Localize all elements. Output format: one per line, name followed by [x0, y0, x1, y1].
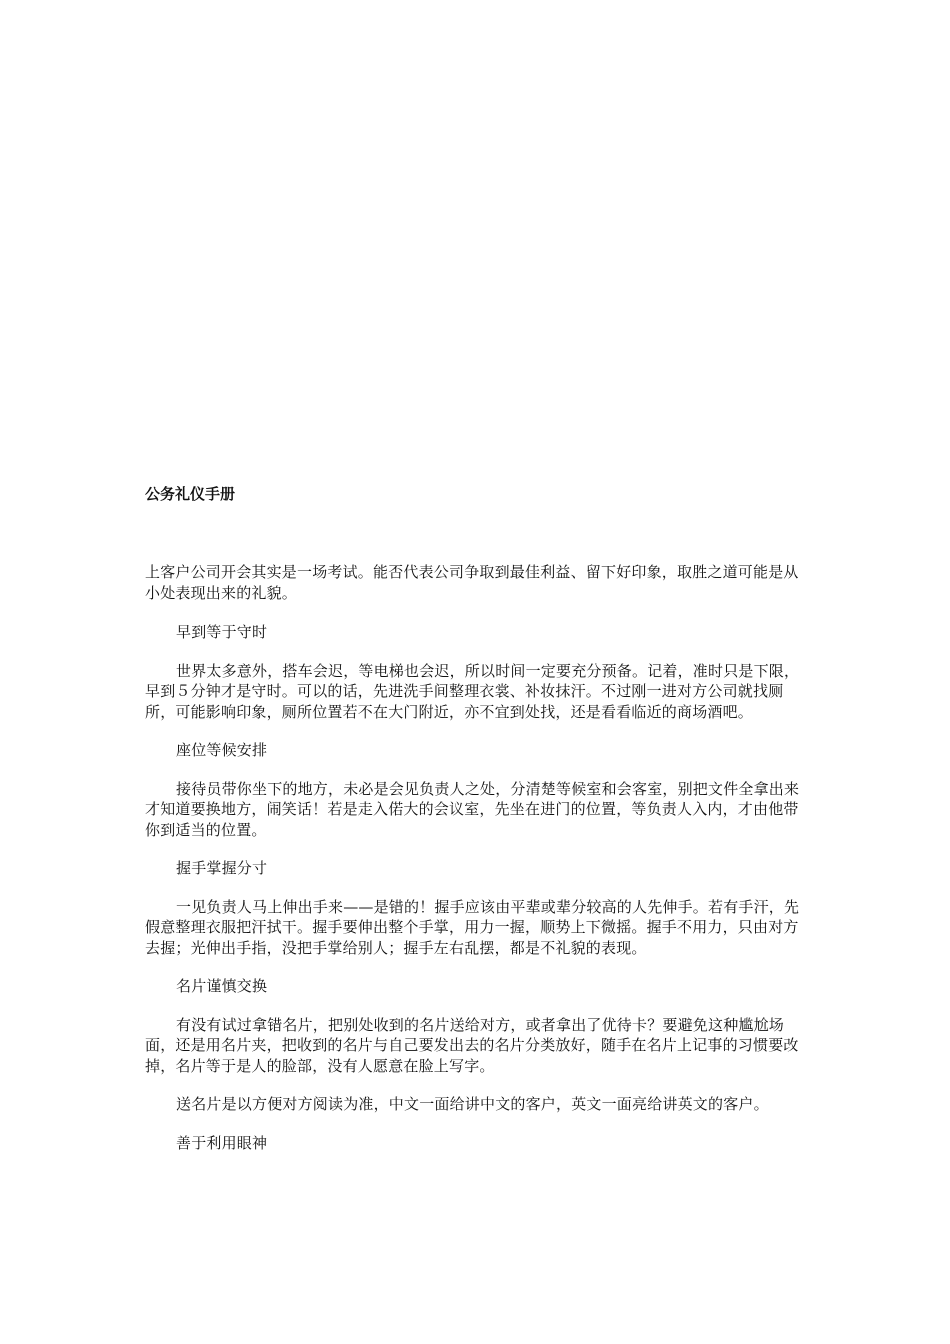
document-body [145, 562, 809, 1171]
document-title: 公务礼仪手册 [145, 485, 236, 503]
section-paragraph-arrive-early: 世界太多意外，搭车会迟，等电梯也会迟，所以时间一定要充分预备。记着，准时只是下限，早到５分钟才是守时。可以的话，先进洗手间整理衣裳、补妆抹汗。不过刚一进对方公司就找厕所，可能影响印象，厕所位置若不在大门附近，亦不宜到处找，还是看看临近的商场酒吧。 [145, 661, 800, 721]
section-paragraph-seating: 接待员带你坐下的地方，未必是会见负责人之处，分清楚等候室和会客室，别把文件全拿出来才知道要换地方，闹笑话！若是走入偌大的会议室，先坐在进门的位置，等负责人入内，才由他带你到适当的位置。 [145, 779, 800, 839]
section-paragraph-handshake: 一见负责人马上伸出手来——是错的！握手应该由平辈或辈分较高的人先伸手。若有手汗，先假意整理衣服把汗拭干。握手要伸出整个手掌，用力一握，顺势上下微摇。握手不用力，只由对方去握；光伸出手指，没把手掌给别人；握手左右乱摆，都是不礼貌的表现。 [145, 897, 800, 957]
section-heading-seating: 座位等候安排 [176, 741, 268, 759]
section-heading-arrive-early: 早到等于守时 [176, 623, 268, 641]
section-heading-business-cards: 名片谨慎交换 [176, 977, 268, 995]
section-paragraph-business-cards-1: 有没有试过拿错名片，把别处收到的名片送给对方，或者拿出了优待卡？要避免这种尴尬场面，还是用名片夹，把收到的名片与自己要发出去的名片分类放好，随手在名片上记事的习惯要改掉，名片等于是人的脸部，没有人愿意在脸上写字。 [145, 1015, 799, 1075]
section-heading-eye-contact: 善于利用眼神 [176, 1133, 268, 1152]
section-paragraph-business-cards-2: 送名片是以方便对方阅读为准，中文一面给讲中文的客户，英文一面亮给讲英文的客户。 [176, 1095, 769, 1113]
intro-paragraph: 上客户公司开会其实是一场考试。能否代表公司争取到最佳利益、留下好印象，取胜之道可能是从小处表现出来的礼貌。 [145, 563, 799, 602]
section-heading-handshake: 握手掌握分寸 [176, 859, 268, 877]
